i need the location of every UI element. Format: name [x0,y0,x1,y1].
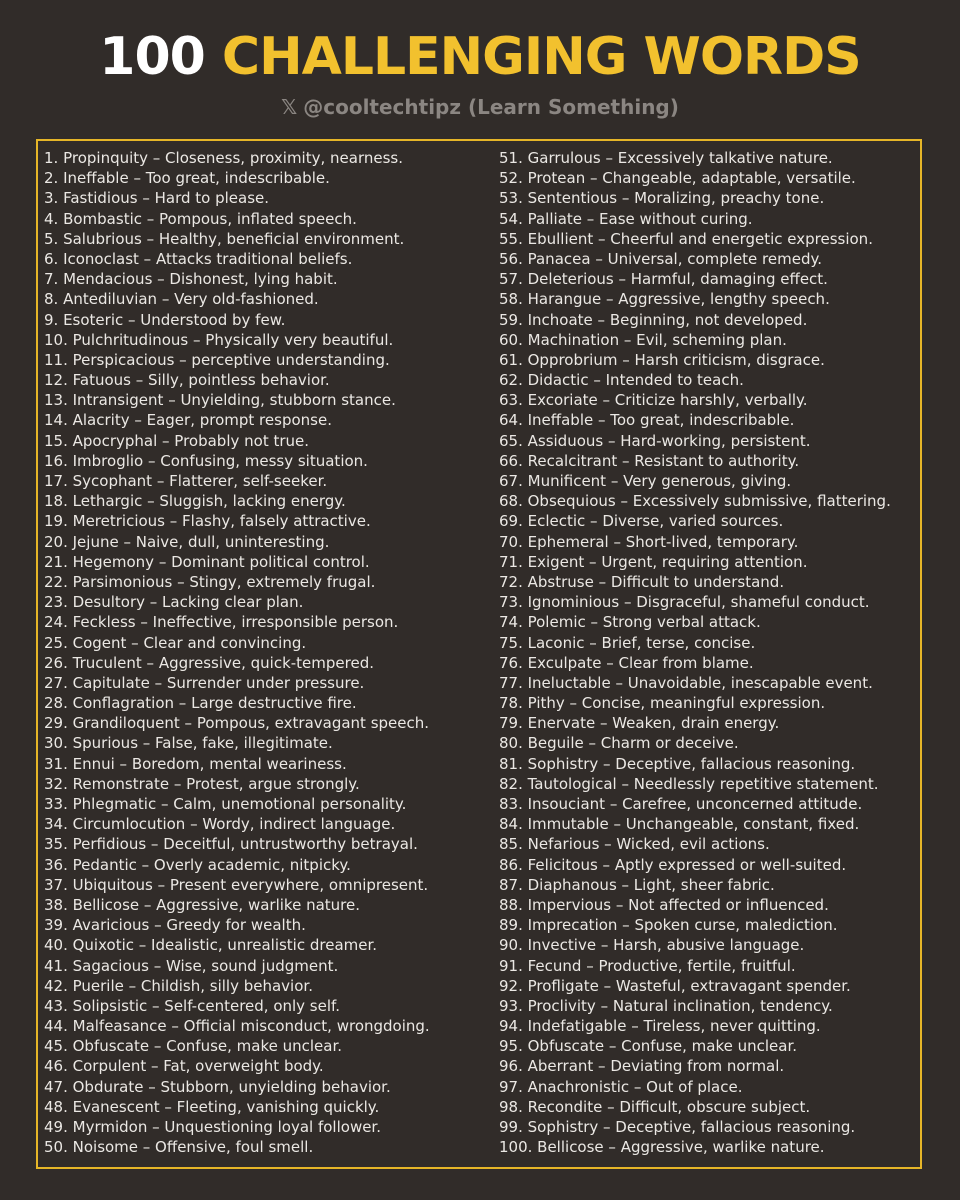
word-entry: 67. Munificent – Very generous, giving. [499,472,792,490]
x-logo-icon: 𝕏 [281,95,298,119]
word-entry: 40. Quixotic – Idealistic, unrealistic dreamer. [44,936,378,955]
word-entry: 31. Ennui – Boredom, mental weariness. [44,754,347,773]
word-entry: 84. Immutable – Unchangeable, constant, fixed. [499,815,860,834]
word-entry: 46. Corpulent – Fat, overweight body. [44,1057,324,1076]
word-entry: 12. Fatuous – Silly, pointless behavior. [44,371,330,390]
word-entry: 77. Ineluctable – Unavoidable, inescapable event. [499,673,873,692]
word-entry: 42. Puerile – Childish, silly behavior. [44,976,313,995]
word-entry: 37. Ubiquitous – Present everywhere, omnipresent. [44,875,429,894]
word-entry: 10. Pulchritudinous – Physically very beautiful. [44,330,394,349]
word-entry: 92. Profligate – Wasteful, extravagant spender. [499,976,851,995]
word-entry: 87. Diaphanous – Light, sheer fabric. [499,875,775,894]
word-entry: 30. Spurious – False, fake, illegitimate. [44,734,333,753]
word-entry: 60. Machination – Evil, scheming plan. [499,330,787,349]
word-entry: 78. Pithy – Concise, meaningful expression. [499,694,826,713]
word-entry: 2. Ineffable – Too great, indescribable. [44,169,330,188]
word-entry: 88. Impervious – Not affected or influenced. [499,895,829,914]
word-entry: 5. Salubrious – Healthy, beneficial environment. [44,229,405,248]
word-entry: 62. Didactic – Intended to teach. [499,371,744,390]
word-entry: 66. Recalcitrant – Resistant to authority. [499,451,800,470]
word-entry: 9. Esoteric – Understood by few. [44,310,286,329]
word-entry: 65. Assiduous – Hard-working, persistent. [499,431,811,450]
word-entry: 39. Avaricious – Greedy for wealth. [44,916,306,935]
word-entry: 75. Laconic – Brief, terse, concise. [499,633,756,652]
word-entry: 68. Obsequious – Excessively submissive, flattering. [499,492,891,511]
word-entry: 25. Cogent – Clear and convincing. [44,633,307,652]
word-entry: 35. Perfidious – Deceitful, untrustworthy betrayal. [44,835,418,854]
title-number: 100 [99,27,205,87]
word-entry: 93. Proclivity – Natural inclination, tendency. [499,996,833,1015]
title-words: CHALLENGING WORDS [221,27,861,87]
word-entry: 32. Remonstrate – Protest, argue strongly. [44,774,360,793]
word-entry: 72. Abstruse – Difficult to understand. [499,572,785,591]
word-entry: 69. Eclectic – Diverse, varied sources. [499,512,784,531]
word-entry: 86. Felicitous – Aptly expressed or well-suited. [499,855,847,874]
word-entry: 44. Malfeasance – Official misconduct, wrongdoing. [44,1017,430,1036]
word-entry: 100. Bellicose – Aggressive, warlike nature. [499,1138,825,1157]
word-entry: 96. Aberrant – Deviating from normal. [499,1057,785,1076]
word-entry: 74. Polemic – Strong verbal attack. [499,613,761,632]
word-entry: 29. Grandiloquent – Pompous, extravagant speech. [44,714,430,733]
word-entry: 64. Ineffable – Too great, indescribable. [499,411,795,430]
word-entry: 51. Garrulous – Excessively talkative nature. [499,149,833,167]
word-entry: 24. Feckless – Ineffective, irresponsible person. [44,613,399,632]
word-entry: 38. Bellicose – Aggressive, warlike nature. [44,895,360,914]
word-entry: 11. Perspicacious – perceptive understanding. [44,350,390,369]
word-entry: 23. Desultory – Lacking clear plan. [44,593,304,612]
word-entry: 79. Enervate – Weaken, drain energy. [499,714,780,733]
word-entry: 19. Meretricious – Flashy, falsely attractive. [44,512,371,531]
word-entry: 70. Ephemeral – Short-lived, temporary. [499,532,799,551]
word-entry: 8. Antediluvian – Very old-fashioned. [44,290,319,309]
word-entry: 20. Jejune – Naive, dull, uninteresting. [44,532,330,551]
word-entry: 13. Intransigent – Unyielding, stubborn stance. [44,391,396,410]
word-entry: 28. Conflagration – Large destructive fire. [44,694,357,713]
word-entry: 98. Recondite – Difficult, obscure subject. [499,1097,811,1116]
word-entry: 17. Sycophant – Flatterer, self-seeker. [44,472,328,490]
word-entry: 91. Fecund – Productive, fertile, fruitful. [499,956,796,975]
word-entry: 3. Fastidious – Hard to please. [44,189,270,208]
word-entry: 43. Solipsistic – Self-centered, only self. [44,996,340,1015]
word-entry: 83. Insouciant – Carefree, unconcerned attitude. [499,795,863,813]
word-entry: 82. Tautological – Needlessly repetitive statement. [499,774,879,793]
word-entry: 1. Propinquity – Closeness, proximity, nearness. [44,149,403,167]
author-handle [0,92,960,122]
word-entry: 55. Ebullient – Cheerful and energetic expression. [499,229,873,248]
word-entry: 63. Excoriate – Criticize harshly, verbally. [499,391,808,410]
word-entry: 6. Iconoclast – Attacks traditional beliefs. [44,249,353,268]
word-entry: 33. Phlegmatic – Calm, unemotional personality. [44,795,407,813]
word-entry: 26. Truculent – Aggressive, quick-tempered. [44,653,375,672]
word-entry: 59. Inchoate – Beginning, not developed. [499,310,808,329]
word-entry: 97. Anachronistic – Out of place. [499,1077,743,1096]
word-entry: 94. Indefatigable – Tireless, never quitting. [499,1017,821,1036]
word-entry: 36. Pedantic – Overly academic, nitpicky. [44,855,351,874]
word-entry: 22. Parsimonious – Stingy, extremely frugal. [44,572,376,591]
word-entry: 50. Noisome – Offensive, foul smell. [44,1138,314,1157]
word-entry: 45. Obfuscate – Confuse, make unclear. [44,1037,343,1056]
word-entry: 99. Sophistry – Deceptive, fallacious reasoning. [499,1118,856,1136]
word-entry: 89. Imprecation – Spoken curse, malediction. [499,916,838,935]
word-list-right-column [499,148,891,1157]
word-entry: 76. Exculpate – Clear from blame. [499,653,754,672]
word-entry: 57. Deleterious – Harmful, damaging effect. [499,270,828,289]
handle-text: @cooltechtipz (Learn Something) [303,95,679,119]
word-entry: 18. Lethargic – Sluggish, lacking energy. [44,492,346,511]
word-list-left-column [44,148,430,1157]
word-entry: 54. Palliate – Ease without curing. [499,209,753,228]
word-entry: 47. Obdurate – Stubborn, unyielding behavior. [44,1077,391,1096]
word-entry: 56. Panacea – Universal, complete remedy. [499,249,822,268]
word-entry: 48. Evanescent – Fleeting, vanishing quickly. [44,1097,380,1116]
word-entry: 52. Protean – Changeable, adaptable, versatile. [499,169,856,188]
word-entry: 61. Opprobrium – Harsh criticism, disgrace. [499,350,825,369]
word-entry: 15. Apocryphal – Probably not true. [44,431,310,450]
page-title [0,22,960,92]
word-entry: 85. Nefarious – Wicked, evil actions. [499,835,770,854]
word-entry: 27. Capitulate – Surrender under pressure. [44,673,365,692]
word-entry: 81. Sophistry – Deceptive, fallacious reasoning. [499,754,856,773]
word-entry: 14. Alacrity – Eager, prompt response. [44,411,332,430]
word-entry: 73. Ignominious – Disgraceful, shameful conduct. [499,593,870,612]
word-entry: 7. Mendacious – Dishonest, lying habit. [44,270,338,289]
word-entry: 49. Myrmidon – Unquestioning loyal follower. [44,1118,381,1136]
word-entry: 53. Sententious – Moralizing, preachy tone. [499,189,825,208]
word-entry: 16. Imbroglio – Confusing, messy situation. [44,451,368,470]
word-entry: 4. Bombastic – Pompous, inflated speech. [44,209,357,228]
word-entry: 41. Sagacious – Wise, sound judgment. [44,956,339,975]
word-entry: 80. Beguile – Charm or deceive. [499,734,739,753]
word-entry: 90. Invective – Harsh, abusive language. [499,936,805,955]
word-entry: 71. Exigent – Urgent, requiring attention. [499,552,808,571]
word-entry: 58. Harangue – Aggressive, lengthy speech. [499,290,830,309]
word-entry: 21. Hegemony – Dominant political control. [44,552,370,571]
word-entry: 34. Circumlocution – Wordy, indirect language. [44,815,396,834]
word-entry: 95. Obfuscate – Confuse, make unclear. [499,1037,798,1056]
